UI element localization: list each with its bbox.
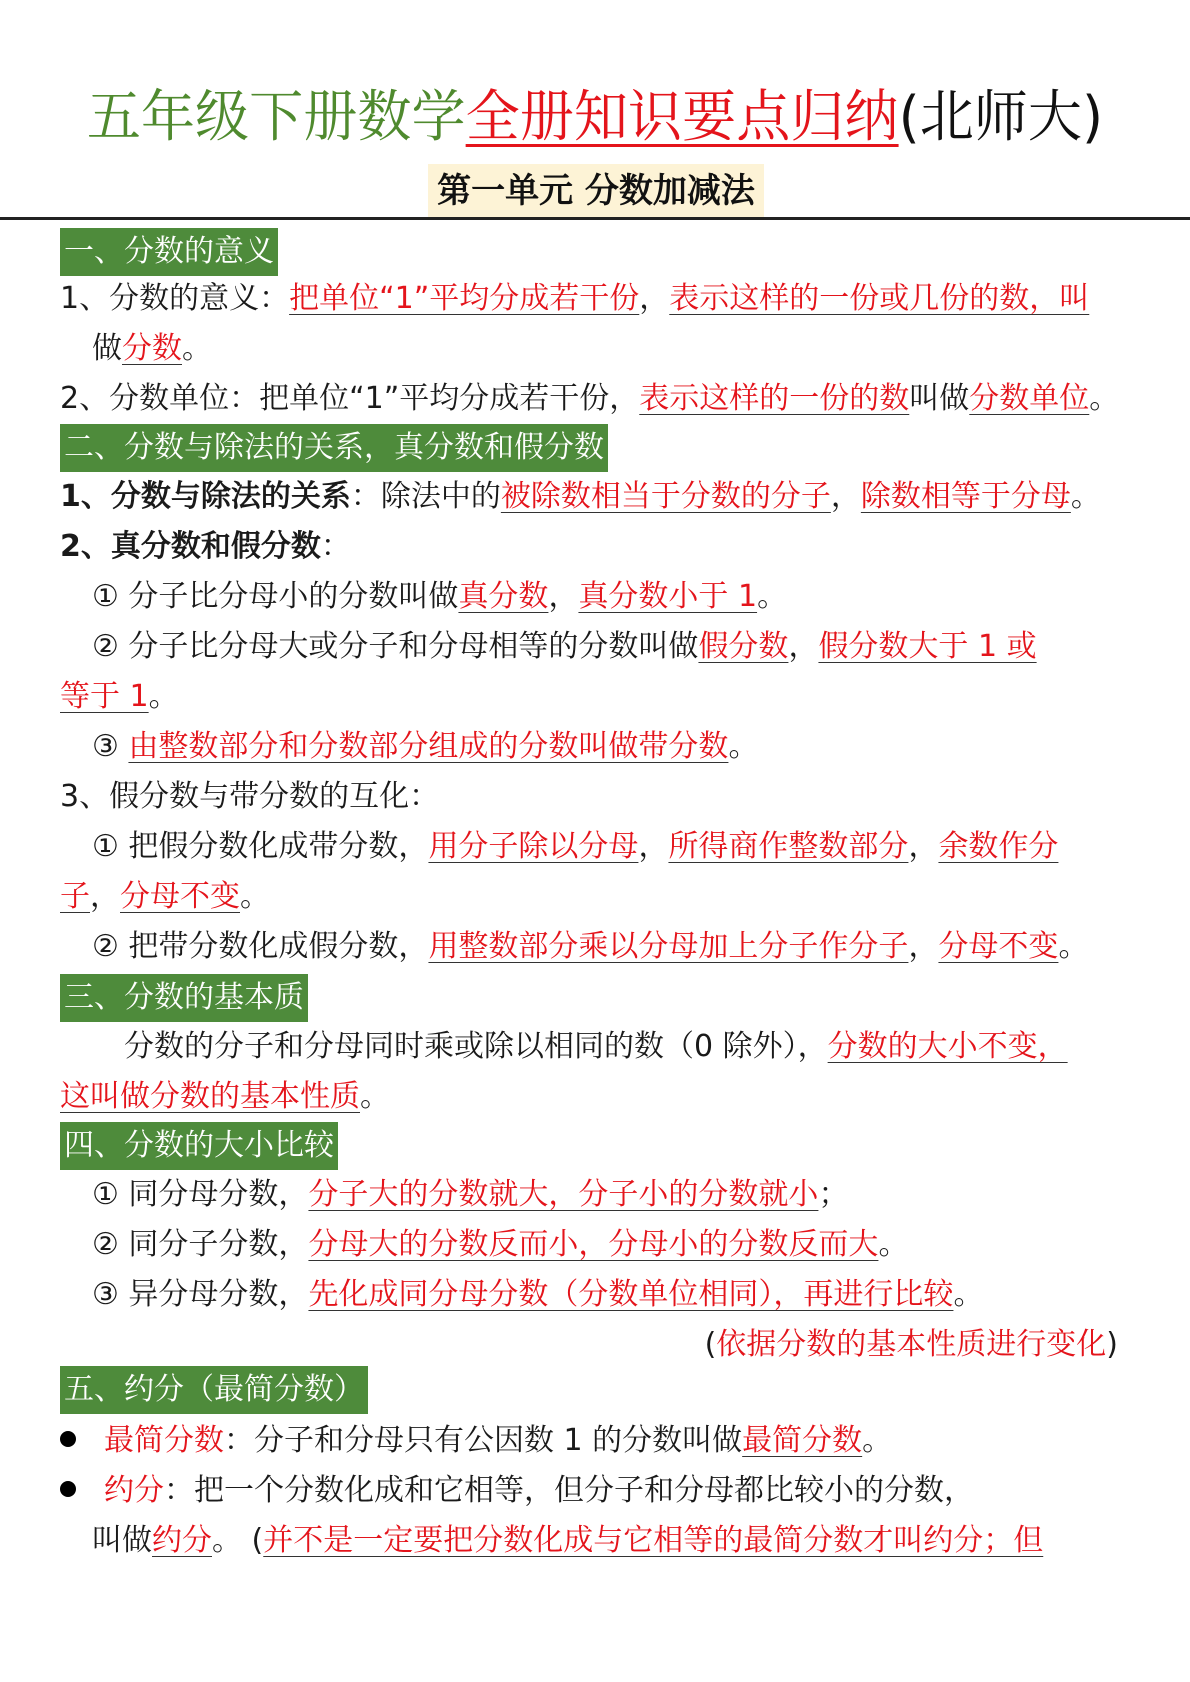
highlight: 假分数大于 1 或 — [818, 629, 1037, 664]
s2-line-7 — [60, 774, 439, 820]
s2-line-2 — [60, 524, 351, 570]
text: 。 — [360, 1079, 390, 1114]
highlight: 所得商作整数部分 — [668, 829, 909, 864]
text: ； — [818, 1177, 849, 1212]
text: ， — [548, 579, 579, 614]
text: 。 — [862, 1423, 893, 1458]
s2-line-8 — [92, 824, 1058, 870]
text: 3、假分数与带分数的互化： — [60, 779, 440, 814]
section-3-header: 三、分数的基本质 — [60, 974, 308, 1022]
text: ② 分子比分母大或分子和分母相等的分数叫做 — [92, 629, 699, 664]
text: 。 ( — [212, 1523, 264, 1558]
highlight: 并不是一定要把分数化成与它相等的最简分数才叫约分；但 — [263, 1523, 1044, 1558]
s1-line-2 — [92, 326, 212, 372]
title-part-edition: (北师大) — [898, 85, 1104, 150]
s4-line-2 — [92, 1222, 908, 1268]
highlight: 用分子除以分母 — [428, 829, 639, 864]
text: ① 同分母分数， — [92, 1177, 309, 1212]
title-divider — [0, 217, 1190, 220]
s3-line-1 — [124, 1024, 1068, 1070]
highlight: 用整数部分乘以分母加上分子作分子 — [428, 929, 909, 964]
s3-line-2 — [60, 1074, 390, 1120]
title-part-grade: 五年级下册数学 — [86, 85, 466, 150]
highlight: 假分数 — [698, 629, 789, 664]
term: 约分 — [104, 1473, 164, 1508]
highlight: 余数作分 — [938, 829, 1059, 864]
text: ： — [320, 529, 351, 564]
text: ：把一个分数化成和它相等，但分子和分母都比较小的分数， — [164, 1473, 974, 1508]
s2-line-9 — [60, 874, 270, 920]
highlight: 分子大的分数就大，分子小的分数就小 — [308, 1177, 819, 1212]
text: ③ 异分母分数， — [92, 1277, 309, 1312]
text: ) — [1106, 1327, 1118, 1362]
highlight: 这叫做分数的基本性质 — [60, 1079, 360, 1114]
s2-line-4 — [92, 624, 1037, 670]
text: 分数的分子和分母同时乘或除以相同的数（0 除外）， — [124, 1029, 828, 1064]
text: ， — [908, 929, 939, 964]
highlight: 分数的大小不变， — [827, 1029, 1068, 1064]
text: 1、分数的意义： — [60, 281, 290, 316]
highlight: 分数 — [122, 331, 182, 366]
highlight: 子 — [60, 879, 90, 914]
highlight: 真分数小于 1 — [578, 579, 758, 614]
section-1-header: 一、分数的意义 — [60, 228, 278, 276]
text: ， — [908, 829, 939, 864]
highlight: 依据分数的基本性质进行变化 — [716, 1327, 1107, 1362]
highlight: 把单位“1”平均分成若干份 — [289, 281, 640, 316]
text: ② 把带分数化成假分数， — [92, 929, 429, 964]
text: ， — [639, 281, 670, 316]
highlight: 真分数 — [458, 579, 549, 614]
bullet-icon — [60, 1431, 76, 1447]
text: ③ — [92, 729, 129, 764]
unit-heading: 第一单元 分数加减法 — [428, 164, 764, 218]
text: ， — [788, 629, 819, 664]
text: ② 同分子分数， — [92, 1227, 309, 1262]
s5-line-2 — [60, 1468, 974, 1514]
highlight: 分母不变 — [120, 879, 240, 914]
text: 。 — [182, 331, 212, 366]
text: 2、分数单位：把单位“1”平均分成若干份， — [60, 381, 640, 416]
s2-line-5 — [60, 674, 179, 720]
highlight: 分母不变 — [938, 929, 1059, 964]
text: ：除法中的 — [350, 479, 501, 514]
highlight: 分数单位 — [969, 381, 1090, 416]
highlight: 表示这样的一份的数 — [639, 381, 910, 416]
text: ， — [90, 879, 120, 914]
text: 。 — [1058, 929, 1089, 964]
s1-line-1 — [60, 276, 1089, 322]
text: 做 — [92, 331, 122, 366]
text: 。 — [240, 879, 270, 914]
highlight: 除数相等于分母 — [860, 479, 1071, 514]
highlight: 约分 — [152, 1523, 212, 1558]
text: 。 — [1089, 381, 1120, 416]
text: 。 — [1070, 479, 1101, 514]
text: 叫做 — [92, 1523, 152, 1558]
text: 叫做 — [909, 381, 970, 416]
section-2-header: 二、分数与除法的关系，真分数和假分数 — [60, 424, 608, 472]
s5-line-1 — [60, 1418, 892, 1464]
s4-line-1 — [92, 1172, 848, 1218]
s2-line-1 — [60, 474, 1101, 520]
section-4-header: 四、分数的大小比较 — [60, 1122, 338, 1170]
s4-line-3 — [92, 1272, 983, 1318]
text: 。 — [148, 679, 179, 714]
s2-line-10 — [92, 924, 1088, 970]
text: 。 — [728, 729, 759, 764]
s4-line-4 — [705, 1322, 1118, 1368]
text: ① 分子比分母小的分数叫做 — [92, 579, 459, 614]
text: 1、分数与除法的关系 — [60, 479, 351, 514]
text: ( — [704, 1327, 717, 1362]
s1-line-3 — [60, 376, 1119, 422]
section-5-header: 五、约分（最简分数） — [60, 1366, 368, 1414]
text: 。 — [757, 579, 788, 614]
title-part-summary: 全册知识要点归纳 — [465, 85, 899, 150]
highlight: 分母大的分数反而小，分母小的分数反而大 — [308, 1227, 879, 1262]
document-title — [20, 78, 1170, 158]
highlight: 由整数部分和分数部分组成的分数叫做带分数 — [128, 729, 729, 764]
text: ① 把假分数化成带分数， — [92, 829, 429, 864]
text: 。 — [878, 1227, 909, 1262]
s2-line-6 — [92, 724, 758, 770]
text: 。 — [953, 1277, 984, 1312]
text: ， — [830, 479, 861, 514]
s5-line-3 — [92, 1518, 1043, 1564]
text: 2、真分数和假分数 — [60, 529, 321, 564]
highlight: 先化成同分母分数（分数单位相同），再进行比较 — [308, 1277, 954, 1312]
highlight: 表示这样的一份或几份的数，叫 — [669, 281, 1090, 316]
s2-line-3 — [92, 574, 787, 620]
bullet-icon — [60, 1481, 76, 1497]
term: 最简分数 — [104, 1423, 224, 1458]
highlight: 等于 1 — [60, 679, 149, 714]
text: ：分子和分母只有公因数 1 的分数叫做 — [224, 1423, 743, 1458]
highlight: 被除数相当于分数的分子 — [500, 479, 831, 514]
text: ， — [638, 829, 669, 864]
highlight: 最简分数 — [742, 1423, 863, 1458]
